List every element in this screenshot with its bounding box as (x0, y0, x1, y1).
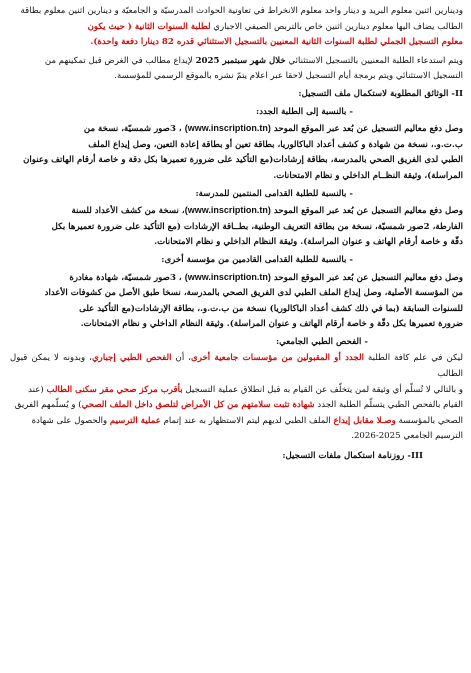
paragraph-exceptional-registration (10, 54, 463, 85)
new-students-line-4: المراسلة)، وثيقة النظــام الداخلي و نظام الامتحانات. (273, 170, 463, 181)
transfer-students-subheading: - بالنسبة للطلبة القدامى القادمين من مؤسسة أخرى: (161, 254, 353, 265)
medical-text-4a: الصحي بالمؤسسة (395, 415, 463, 426)
old-students-line-2: الفارطة، 2صور شمسيّة، نسخة من بطاقة التعريف الوطنية، بطــاقة الإرشادات (مع التأكيد على ضرورة تعميرها بكل (51, 221, 463, 232)
medical-center-notice: بأقرب مركز صحي مقر سكنى الطالب (46, 384, 183, 395)
registration-website-link[interactable]: (www.inscription.tn) (184, 123, 271, 134)
section-3-heading: III- روزنامة استكمال ملفات التسجيل: (282, 451, 423, 462)
medical-text-e: ، وبدونه لا يمكن قبول الطالب (10, 353, 463, 380)
new-students-text-b: ، 3صور شمسيّة، نسخة من (83, 124, 185, 135)
registration-website-link[interactable]: (www.inscription.tn) (184, 205, 271, 216)
second-year-notice: لطلبة السنوات الثانية ( حيث يكون (87, 21, 211, 32)
fees-line-2-text: الطالب يضاف اليها معلوم دينارين اثنين خاص بالتربص الصيفي الاجباري (210, 21, 463, 32)
medical-line-5: الترسيم الجامعي 2025-2026. (351, 431, 463, 442)
old-students-line-1 (10, 203, 463, 220)
medical-registration-notice: عملية الترسيم (109, 415, 161, 426)
medical-line-2 (10, 383, 463, 399)
new-students-line-1 (10, 121, 463, 138)
exceptional-line-2: التسجيل الاستثنائي ويتم برمجة أيام التسجيل لاحقا عبر اعلام يتمّ نشره بالموقع الرسمي للمؤسسة. (114, 71, 463, 82)
exceptional-line-1 (10, 54, 463, 70)
old-students-documents (10, 203, 463, 251)
transfer-students-line-4: ضرورة تعميرها بكل دقّة و خاصة أرقام الهاتف و عنوان المراسلة). وثيقة النظام الداخلي و نظام الامتحانات. (80, 319, 463, 330)
transfer-students-line-3: للسنوات السابقة (بما في ذلك كشف أعداد الباكالوريا) نسخة من ب.ت.و.، بطاقة الإرشادات(مع التأكيد على (79, 303, 463, 314)
fees-line-1: ودينارين اثنين معلوم البريد و دينار واحد معلوم الانخراط في تعاونية الحوادث المدرسيّة و الجامعيّة و دينارين اثنين معلوم بطاقة (20, 6, 463, 16)
new-students-line-2: ب.ت.و.، نسخة من شهادة و كشف أعداد الباكالوريا، بطاقة تعين أو بطاقة إعادة التعين، وصل إيداع الملف (88, 139, 463, 150)
medical-text-4c: الملف الطبي لديهم ليتم الاستظهار به عند إتمام (160, 415, 334, 426)
new-students-subheading: - بالنسبة إلى الطلبة الجدد: (256, 106, 353, 117)
medical-text-c: ، أن (171, 353, 192, 364)
medical-mandatory: الفحص الطبي إجباري (91, 353, 172, 364)
medical-text-3c: ) و يُسلّمهم الفريق (14, 400, 82, 411)
medical-text-4e: والحصول على شهادة (31, 415, 110, 426)
transfer-students-text-a: وصل دفع معاليم التسجيل عن بُعد عبر الموقع الموحد (270, 272, 463, 283)
registration-website-link[interactable]: (www.inscription.tn) (184, 271, 271, 282)
medical-target-students: الجدد أو المقبولين من مؤسسات جامعية أخرى (191, 353, 364, 364)
old-students-text-b: ، نسخة من كشف الأعداد للسنة (71, 206, 185, 217)
old-students-text-a: وصل دفع معاليم التسجيل عن بُعد عبر الموقع الموحد (270, 206, 463, 217)
total-fee-notice: معلوم التسجيل الجملي لطلبة السنوات الثانية المعنيين بالتسجيل الاستثنائي قدره 82 دينارا دفعة واحدة). (90, 37, 463, 48)
medical-exam-subheading: - الفحص الطبي الجامعي: (275, 336, 368, 347)
paragraph-fees (10, 4, 463, 51)
old-students-subheading: - بالنسبة للطلبة القدامى المنتمين للمدرسة: (195, 188, 353, 199)
new-students-line-3: الطبي لدى الفريق الصحي بالمدرسة، بطاقة إرشادات(مع التأكيد على ضرورة تعميرها بكل دقة و خاصة أرقام الهاتف وعنوان (23, 155, 463, 166)
transfer-students-line-1 (10, 270, 463, 287)
exceptional-text-c: لإيداع مطالب في الغرض قبل تمكينهم من (44, 55, 196, 66)
medical-exam-paragraph (10, 351, 463, 445)
medical-text-2c: (عند (28, 384, 47, 395)
exceptional-text-a: ويتم استدعاء الطلبة المعنيين بالتسجيل الاستثنائي (285, 55, 463, 66)
medical-receipt-notice: وصـلا مقابل إيداع (333, 415, 396, 426)
medical-line-4 (10, 414, 463, 430)
medical-line-1 (10, 351, 463, 382)
new-students-documents (10, 121, 463, 184)
medical-text-a: ليكن في علم كافة الطلبة (363, 353, 464, 364)
medical-certificate-notice: شهادة تثبت سلامتهم من كل الأمراض لتلصق داخل الملف الصحي (81, 400, 315, 411)
exceptional-date: خلال شهر سبتمبر 2025 (195, 55, 286, 66)
old-students-line-3: دقّة و خاصة أرقام الهاتف و عنوان المراسلة). وثيقة النظام الداخلي و نظام الامتحانات. (154, 237, 463, 248)
section-2-heading: II- الوثائق المطلوبة لاستكمال ملف التسجيل: (298, 88, 463, 99)
transfer-students-documents (10, 270, 463, 333)
transfer-students-line-2: من المؤسسة الأصلية، وصل إيداع الملف الطبي لدى الفريق الصحي بالمدرسة، نسخا طبق الأصل من كشوفات الأعداد (44, 288, 463, 299)
new-students-text-a: وصل دفع معاليم التسجيل عن بُعد عبر الموقع الموحد (270, 124, 463, 135)
medical-text-2a: و بالتالي لا تُسلّم أي وثيقة لمن يتخلّف عن القيام به قبل انطلاق عملية التسجيل (182, 384, 463, 395)
medical-line-3 (10, 398, 463, 414)
transfer-students-text-b: ، 3صور شمسيّة، شهادة مغادرة (69, 272, 185, 283)
fees-line-2 (10, 20, 463, 36)
medical-text-3a: القيام بالفحص الطبي يتسلّم الطلبة الجدد (314, 400, 463, 411)
